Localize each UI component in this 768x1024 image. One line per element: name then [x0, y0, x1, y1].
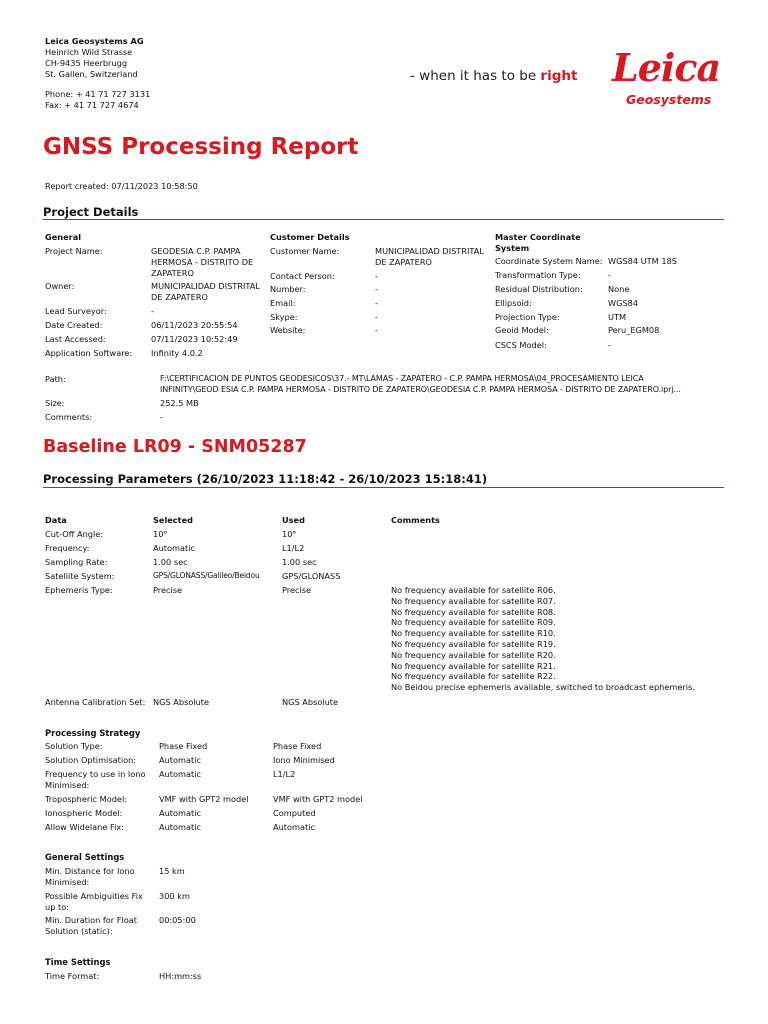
settings-label: Min. Distance for Iono Minimised: — [45, 866, 135, 887]
comment-line: No frequency available for satellite R20. — [391, 649, 556, 660]
path-value-line-2: INFINITY\GEOD ESIA C.P. PAMPA HERMOSA - DISTRITO DE ZAPATERO\GEODESIA C.P. PAMPA HERMOSA - DISTRITO DE ZAPATERO.iprj... — [160, 385, 681, 394]
table-row-used: 10° — [282, 529, 297, 539]
comment-line: No frequency available for satellite R10. — [391, 628, 556, 639]
size-value: 252.5 MB — [160, 398, 199, 408]
table-row-selected: Automatic — [153, 543, 195, 553]
master-value: WGS84 — [608, 298, 639, 308]
customer-label: Contact Person: — [270, 271, 335, 281]
customer-value: - — [375, 298, 378, 308]
strategy-used: Automatic — [273, 822, 315, 832]
general-label: Lead Surveyor: — [45, 306, 107, 316]
settings-value: 00:05:00 — [159, 915, 196, 925]
master-label: CSCS Model: — [495, 340, 547, 350]
master-label: Projection Type: — [495, 312, 560, 322]
general-label: Date Created: — [45, 320, 103, 330]
settings-label: Possible Ambiguities Fix up to: — [45, 891, 143, 912]
column-header-data: Data — [45, 515, 67, 525]
strategy-label: Solution Type: — [45, 741, 103, 751]
comment-line: No frequency available for satellite R07. — [391, 595, 556, 606]
comments-value: - — [160, 412, 163, 422]
general-value: - — [151, 306, 154, 316]
strategy-label: Solution Optimisation: — [45, 755, 137, 765]
company-address — [45, 36, 150, 111]
time-label: Time Format: — [45, 971, 100, 981]
table-row-used: Precise — [282, 585, 312, 595]
general-settings-header: General Settings — [45, 852, 125, 862]
master-label: Geoid Model: — [495, 325, 549, 335]
master-value: None — [608, 284, 630, 294]
customer-value: - — [375, 325, 378, 335]
customer-label: Website: — [270, 325, 306, 335]
strategy-selected: VMF with GPT2 model — [159, 794, 249, 804]
strategy-label: Frequency to use in Iono Minimised: — [45, 769, 146, 790]
customer-value: - — [375, 271, 378, 281]
strategy-label: Allow Widelane Fix: — [45, 822, 124, 832]
logo-subtitle: Geosystems — [626, 92, 712, 107]
strategy-used: VMF with GPT2 model — [273, 794, 363, 804]
processing-parameters-title: Processing Parameters (26/10/2023 11:18:42 - 26/10/2023 15:18:41) — [43, 472, 488, 486]
table-row-data: Antenna Calibration Set: — [45, 697, 146, 707]
settings-value: 300 km — [159, 891, 190, 901]
customer-label: Skype: — [270, 312, 298, 322]
company-phone: Phone: + 41 71 727 3131 — [45, 89, 151, 99]
strategy-used: L1/L2 — [273, 769, 296, 779]
address-spacer — [45, 80, 150, 89]
general-value: 07/11/2023 10:52:49 — [151, 334, 238, 344]
table-row-selected: 10° — [153, 529, 168, 539]
customer-label: Customer Name: — [270, 246, 340, 256]
path-label: Path: — [45, 374, 66, 384]
general-label: Project Name: — [45, 246, 103, 256]
general-label: Application Software: — [45, 348, 133, 358]
company-city: CH-9435 Heerbrugg — [45, 58, 128, 68]
column-header-used: Used — [282, 515, 305, 525]
processing-strategy-header: Processing Strategy — [45, 728, 141, 738]
company-country: St. Gallen, Switzerland — [45, 69, 138, 79]
general-header: General — [45, 232, 82, 242]
strategy-used: Iono Minimised — [273, 755, 335, 765]
strategy-selected: Automatic — [159, 808, 201, 818]
master-value: - — [608, 270, 611, 280]
brand-logo — [610, 44, 730, 108]
general-value: 06/11/2023 20:55:54 — [151, 320, 238, 330]
project-details-title: Project Details — [43, 205, 139, 219]
column-header-comments: Comments — [391, 515, 440, 525]
report-created: Report created: 07/11/2023 10:58:50 — [45, 181, 198, 191]
master-label: Ellipsoid: — [495, 298, 532, 308]
master-label: Coordinate System Name: — [495, 256, 603, 266]
master-header: Master Coordinate System — [495, 232, 581, 253]
settings-label: Min. Duration for Float Solution (static): — [45, 915, 137, 936]
comment-line: No frequency available for satellite R09. — [391, 617, 556, 628]
table-row-data: Ephemeris Type: — [45, 585, 113, 595]
comment-line: No Beidou precise ephemeris available, switched to broadcast ephemeris. — [391, 682, 695, 693]
size-label: Size: — [45, 398, 65, 408]
general-label: Owner: — [45, 281, 75, 291]
table-row-selected: GPS/GLONASS/Galileo/Beidou — [153, 571, 260, 580]
time-settings-header: Time Settings — [45, 957, 111, 967]
table-row-used: 1.00 sec — [282, 557, 317, 567]
table-row-used: GPS/GLONASS — [282, 571, 341, 581]
general-value: MUNICIPALIDAD DISTRITAL DE ZAPATERO — [151, 281, 260, 302]
strategy-used: Phase Fixed — [273, 741, 322, 751]
column-header-selected: Selected — [153, 515, 193, 525]
project-details-rule — [43, 219, 724, 220]
company-name: Leica Geosystems AG — [45, 36, 144, 46]
customer-label: Number: — [270, 284, 306, 294]
company-street: Heinrich Wild Strasse — [45, 47, 133, 57]
logo-wordmark: Leica — [612, 45, 721, 90]
customer-value: - — [375, 284, 378, 294]
strategy-used: Computed — [273, 808, 316, 818]
comments-label: Comments: — [45, 412, 93, 422]
comment-line: No frequency available for satellite R19. — [391, 638, 556, 649]
master-value: - — [608, 340, 611, 350]
master-value: WGS84 UTM 18S — [608, 256, 677, 266]
comment-line: No frequency available for satellite R22. — [391, 671, 556, 682]
time-value: HH:mm:ss — [159, 971, 202, 981]
strategy-selected: Phase Fixed — [159, 741, 208, 751]
brand-tagline — [410, 68, 577, 84]
processing-parameters-rule — [43, 487, 724, 488]
table-row-used: NGS Absolute — [282, 697, 339, 707]
strategy-selected: Automatic — [159, 822, 201, 832]
path-value-line-1: F:\CERTIFICACION DE PUNTOS GEODESICOS\37.- MT\LAMAS - ZAPATERO - C.P. PAMPA HERMOSA\04_PROCESAMIENTO LEICA — [160, 374, 644, 383]
company-fax: Fax: + 41 71 727 4674 — [45, 100, 139, 110]
general-value: GEODESIA C.P. PAMPA HERMOSA - DISTRITO DE ZAPATERO — [151, 246, 254, 278]
table-row-selected: 1.00 sec — [153, 557, 188, 567]
table-row-selected: NGS Absolute — [153, 697, 210, 707]
tagline-prefix: - when it has to be — [410, 68, 537, 84]
settings-value: 15 km — [159, 866, 185, 876]
customer-header: Customer Details — [270, 232, 350, 242]
tagline-emphasis: right — [540, 68, 578, 84]
master-value: Peru_EGM08 — [608, 325, 660, 335]
master-value: UTM — [608, 312, 627, 322]
master-label: Transformation Type: — [495, 270, 581, 280]
strategy-selected: Automatic — [159, 755, 201, 765]
comment-line: No frequency available for satellite R21. — [391, 660, 556, 671]
general-value: Infinity 4.0.2 — [151, 348, 203, 358]
table-row-data: Satellite System: — [45, 571, 115, 581]
ephemeris-comments — [391, 585, 695, 693]
report-title: GNSS Processing Report — [43, 134, 359, 160]
customer-label: Email: — [270, 298, 296, 308]
strategy-label: Tropospheric Model: — [45, 794, 127, 804]
baseline-title: Baseline LR09 - SNM05287 — [43, 437, 307, 457]
comment-line: No frequency available for satellite R08. — [391, 606, 556, 617]
master-label: Residual Distribution: — [495, 284, 583, 294]
customer-value: MUNICIPALIDAD DISTRITAL DE ZAPATERO — [375, 246, 484, 267]
strategy-label: Ionospheric Model: — [45, 808, 123, 818]
table-row-used: L1/L2 — [282, 543, 305, 553]
table-row-selected: Precise — [153, 585, 183, 595]
table-row-data: Frequency: — [45, 543, 90, 553]
strategy-selected: Automatic — [159, 769, 201, 779]
comment-line: No frequency available for satellite R06. — [391, 585, 556, 595]
customer-value: - — [375, 312, 378, 322]
general-label: Last Accessed: — [45, 334, 106, 344]
table-row-data: Sampling Rate: — [45, 557, 108, 567]
table-row-data: Cut-Off Angle: — [45, 529, 104, 539]
